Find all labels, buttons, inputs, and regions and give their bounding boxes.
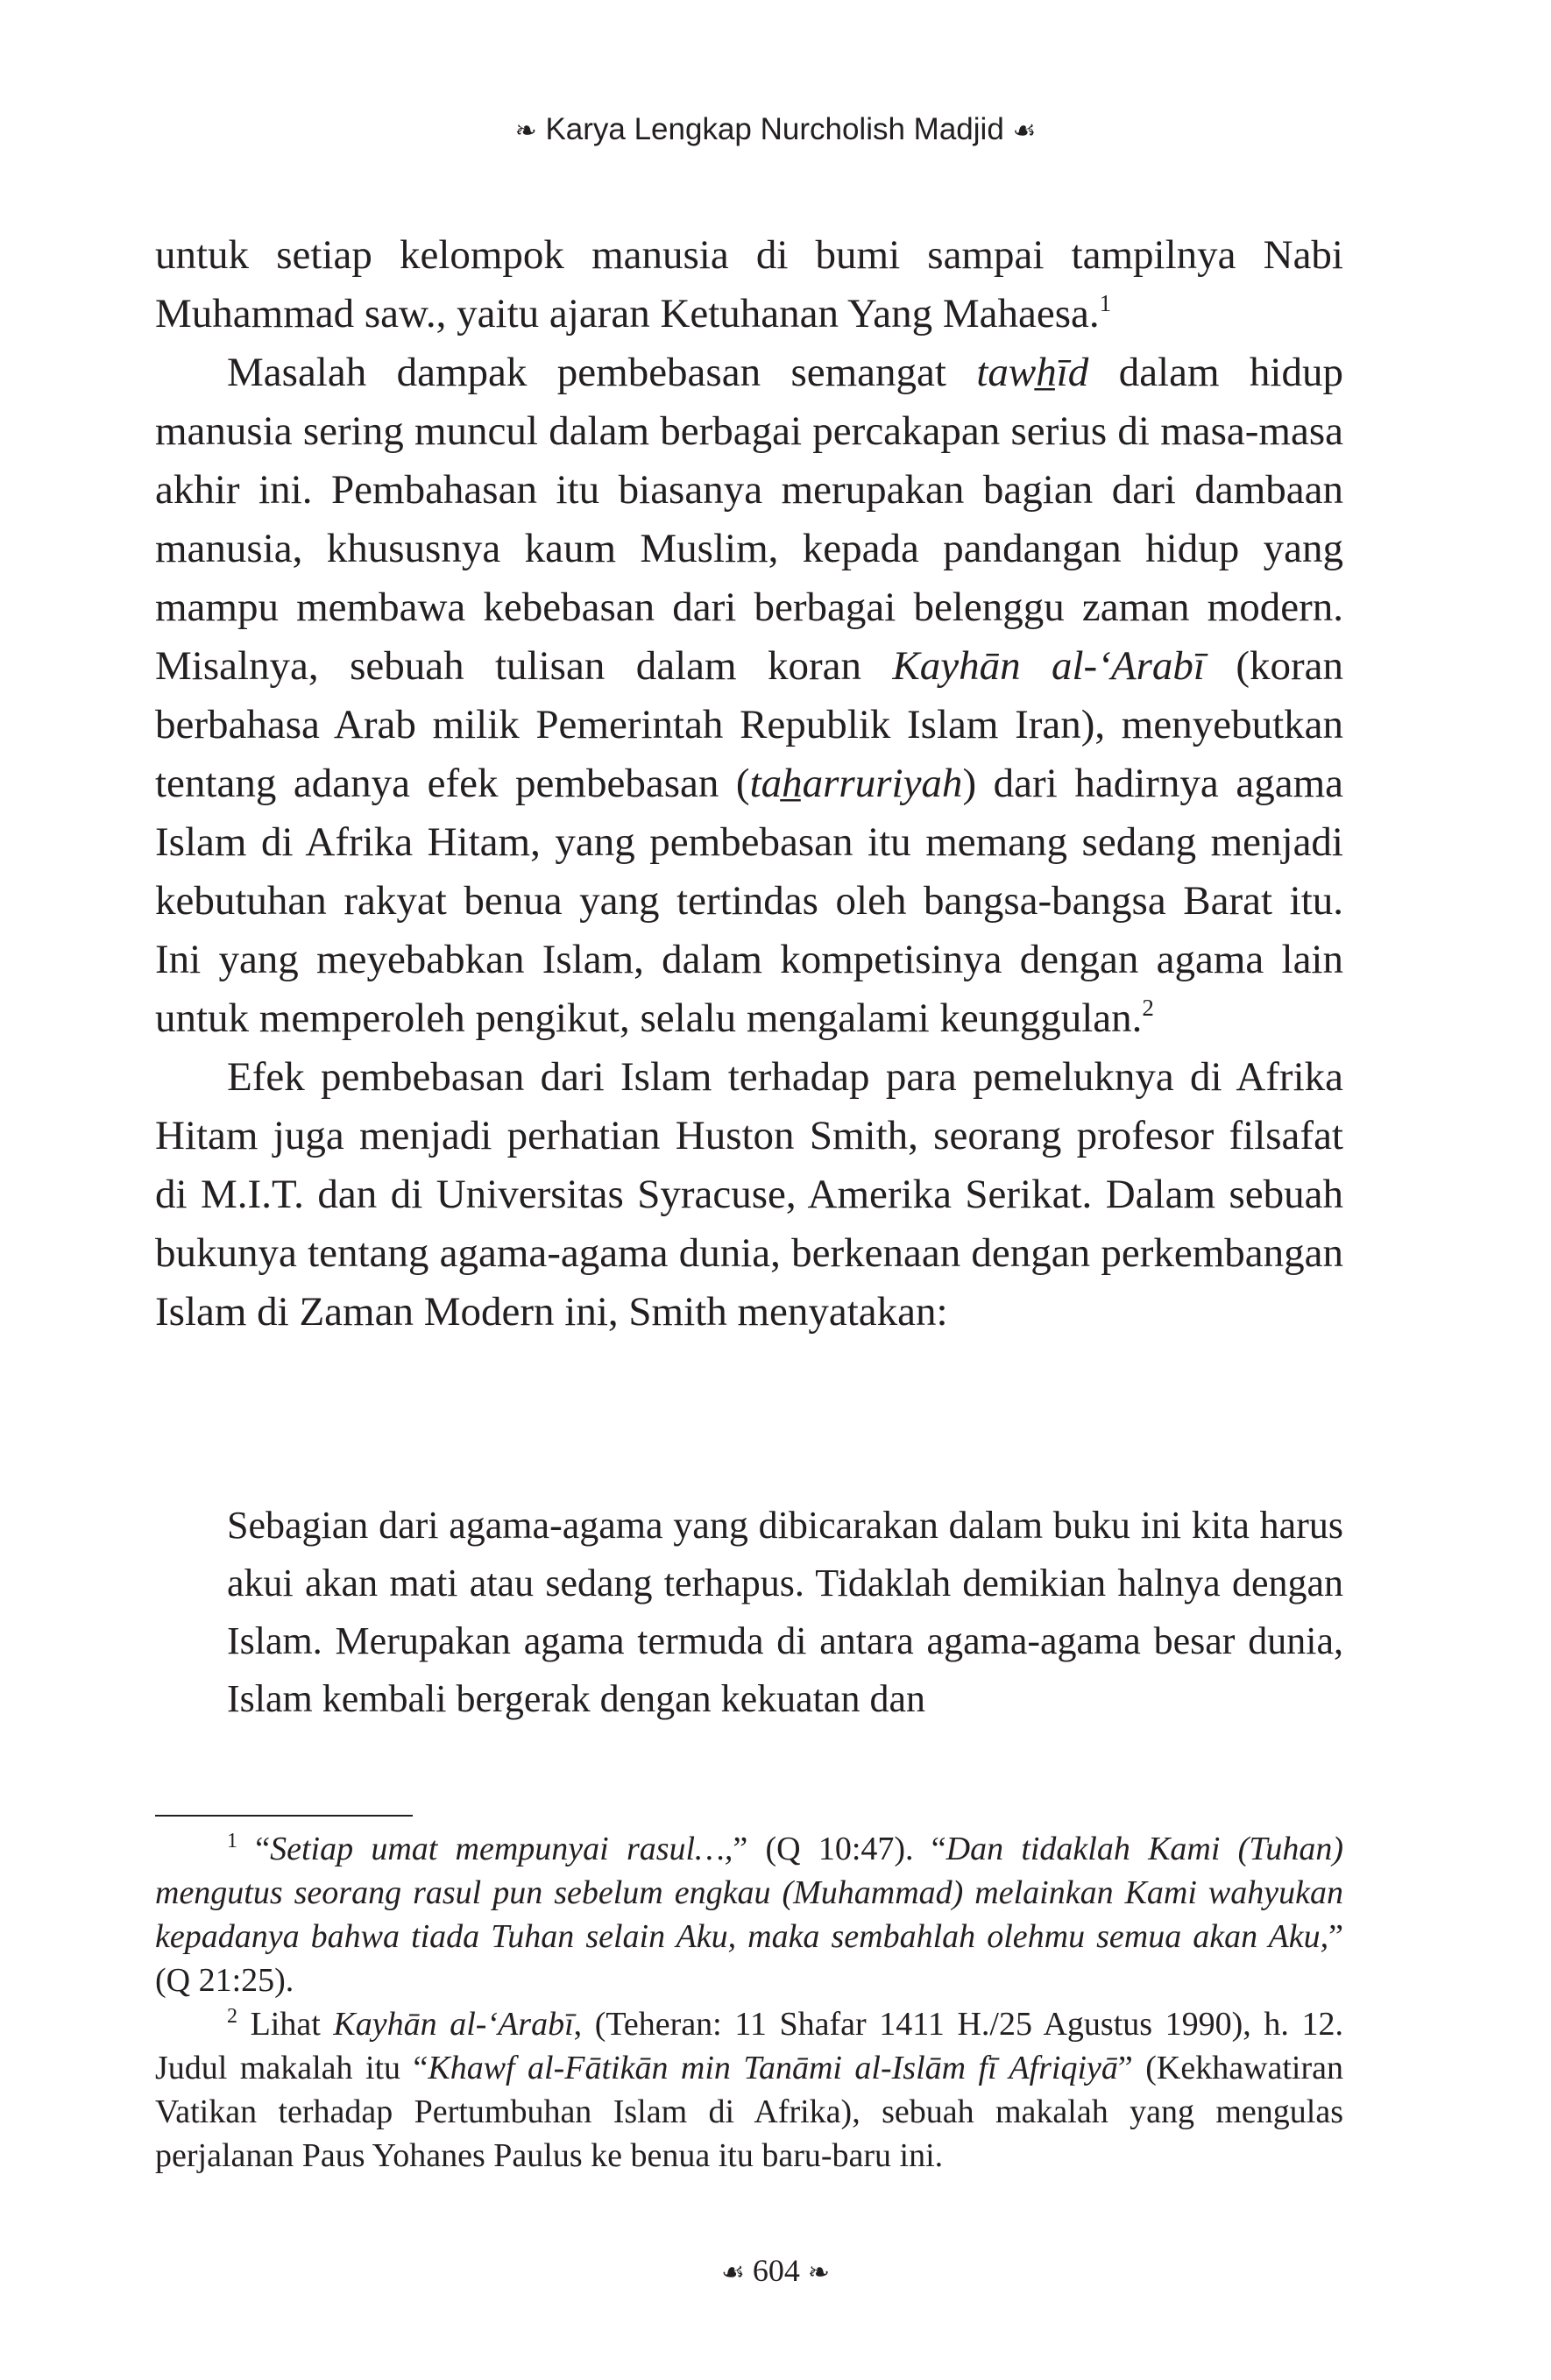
ornament-left-icon: ❧ (514, 116, 537, 146)
paragraph-2: Masalah dampak pembebasan semangat tawh̲īd dalam hidup manusia sering muncul dalam berbagai percakapan serius di masa-masa akhir ini. Pembahasan itu biasanya merupakan bagian dari dambaan manusia, khususnya kaum Muslim, kepada pandangan hidup yang mampu membawa kebebasan dari berbagai belenggu zaman modern. Misalnya, sebuah tulisan dalam koran Kayhān al-‘Arabī (koran berbahasa Arab milik Pemerintah Republik Islam Iran), menyebutkan tentang adanya efek pembebasan (tah̲arruriyah) dari hadirnya agama Islam di Afrika Hitam, yang pembebasan itu memang sedang menjadi kebutuhan rakyat benua yang tertindas oleh bangsa-bangsa Barat itu. Ini yang meyebabkan Islam, dalam kompetisinya dengan agama lain untuk memperoleh pengikut, selalu mengalami keunggulan.$^2$ (155, 350, 1344, 1041)
footnote-ref-2: 2 (1142, 995, 1154, 1021)
footnote-divider (155, 1815, 413, 1817)
term-taharruriyah: tah̲arruriyah (749, 761, 963, 806)
page-number (0, 2252, 1551, 2289)
ornament-left-icon: ☙ (720, 2257, 745, 2288)
paragraph-3: Efek pembebasan dari Islam terhadap para pemeluknya di Afrika Hitam juga menjadi perhatian Huston Smith, seorang profesor filsafat di M.I.T. dan di Universitas Syracuse, Amerika Serikat. Dalam sebuah bukunya tentang agama-agama dunia, berkenaan dengan perkembangan Islam di Zaman Modern ini, Smith menyatakan: (155, 1054, 1343, 1335)
footnote-1: $^1$ “Setiap umat mempunyai rasul…,” (Q 10:47). “Dan tidaklah Kami (Tuhan) mengutus seorang rasul pun sebelum engkau (Muhammad) melainkan Kami wahyukan kepadanya bahwa tiada Tuhan selain Aku, maka sembahlah olehmu semua akan Aku,” (Q 21:25). (155, 1830, 1344, 1999)
page-number-value: 604 (752, 2253, 800, 2288)
block-quote (227, 1497, 1343, 1728)
term-tawhid: tawh̲īd (976, 350, 1089, 395)
running-header (0, 112, 1551, 147)
block-quote-text: Sebagian dari agama-agama yang dibicarakan dalam buku ini kita harus akui akan mati atau sedang terhapus. Tidaklah demikian halnya dengan Islam. Merupakan agama termuda di antara agama-agama besar dunia, Islam kembali bergerak dengan kekuatan dan (227, 1504, 1343, 1720)
running-header-title: Karya Lengkap Nurcholish Madjid (545, 112, 1004, 146)
footnote-2: $^2$ Lihat Kayhān al-‘Arabī, (Teheran: 11 Shafar 1411 H./25 Agustus 1990), h. 12. Judul makalah itu “Khawf al-Fātikān min Tanāmi al-Islām fī Afriqiyā” (Kekhawatiran Vatikan terhadap Pertumbuhan Islam di Afrika), sebuah makalah yang mengulas perjalanan Paus Yohanes Paulus ke benua itu baru-baru ini. (155, 2005, 1344, 2174)
ornament-right-icon: ❧ (807, 2257, 831, 2288)
footnotes (155, 1827, 1343, 2178)
footnote-ref-1: 1 (1099, 290, 1112, 316)
newspaper-title: Kayhān al-‘Arabī (892, 643, 1205, 689)
main-text (155, 226, 1343, 1342)
paragraph-1: untuk setiap kelompok manusia di bumi sampai tampilnya Nabi Muhammad saw., yaitu ajaran Ketuhanan Yang Mahaesa.$^1$ (155, 232, 1343, 336)
ornament-right-icon: ☙ (1012, 116, 1037, 146)
